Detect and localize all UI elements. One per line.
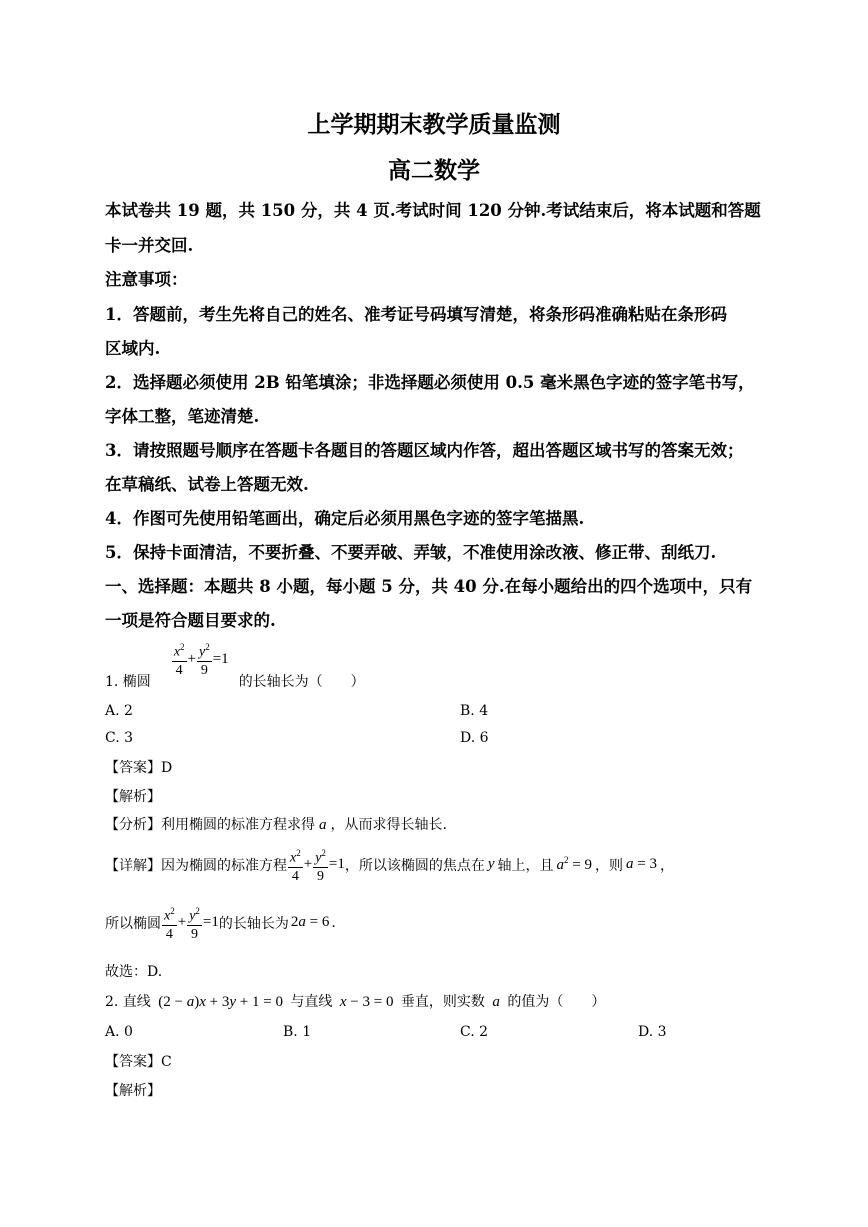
- q1-option-d: D. 6: [460, 730, 489, 746]
- q1-option-c: C. 3: [105, 730, 134, 746]
- q1-fenxi: 【分析】利用椭圆的标准方程求得 a ，从而求得长轴长.: [105, 817, 447, 833]
- notice-2a: 2．选择题必须使用 2B 铅笔填涂；非选择题必须使用 0.5 毫米黑色字迹的签字笔书写，: [105, 373, 755, 392]
- q1-analysis-label: 【解析】: [105, 789, 161, 805]
- notice-1b: 区域内.: [105, 339, 161, 358]
- notice-4: 4．作图可先使用铅笔画出，确定后必须用黑色字迹的签字笔描黑.: [105, 509, 585, 528]
- q1-prefix: 1. 椭圆: [105, 674, 151, 690]
- question-2: 2. 直线 (2 − a)x + 3y + 1 = 0 与直线 x − 3 = 0 垂直，则实数 a 的值为（ ）: [105, 994, 606, 1010]
- intro-line-1: 本试卷共 19 题，共 150 分，共 4 页.考试时间 120 分钟.考试结束后，将本试题和答题: [105, 201, 761, 220]
- notice-5: 5．保持卡面清洁，不要折叠、不要弄破、弄皱，不准使用涂改液、修正带、刮纸刀.: [105, 543, 717, 562]
- page-subtitle: 高二数学: [388, 157, 480, 184]
- notice-2b: 字体工整，笔迹清楚.: [105, 407, 260, 426]
- q1-option-a: A. 2: [105, 703, 133, 719]
- q2-option-b: B. 1: [283, 1024, 312, 1040]
- q1-choose: 故选：D.: [105, 964, 163, 980]
- notice-heading: 注意事项：: [105, 270, 188, 289]
- notice-3b: 在草稿纸、试卷上答题无效.: [105, 475, 309, 494]
- q2-analysis-label: 【解析】: [105, 1083, 161, 1099]
- section-heading-1: 一、选择题：本题共 8 小题，每小题 5 分，共 40 分.在每小题给出的四个选项中，只有: [105, 577, 753, 596]
- q2-option-c: C. 2: [460, 1024, 489, 1040]
- q1-answer: 【答案】D: [105, 760, 173, 776]
- question-1: [105, 643, 365, 693]
- page-title: 上学期期末教学质量监测: [307, 111, 561, 138]
- notice-1a: 1．答题前，考生先将自己的姓名、准考证号码填写清楚，将条形码准确粘贴在条形码: [105, 305, 727, 324]
- notice-3a: 3．请按照题号顺序在答题卡各题目的答题区域内作答，超出答题区域书写的答案无效；: [105, 441, 744, 460]
- section-heading-2: 一项是符合题目要求的.: [105, 611, 276, 630]
- intro-line-2: 卡一并交回.: [105, 236, 194, 255]
- q1-suffix: 的长轴长为（ ）: [238, 674, 365, 690]
- q2-option-a: A. 0: [105, 1024, 133, 1040]
- q1-detail-line-2: 所以椭圆 $\frac{x^2}{4}$ + $\frac{y^2}{9}$ =1 的长轴长为 2a = 6 .: [105, 903, 336, 943]
- q2-answer: 【答案】C: [105, 1054, 172, 1070]
- q1-option-b: B. 4: [460, 703, 489, 719]
- q2-option-d: D. 3: [638, 1024, 667, 1040]
- q1-ellipse-equation: $\frac{x^2}{4}$ + $\frac{y^2}{9}$ =1: [171, 639, 229, 679]
- q1-detail-line-1: 【详解】因为椭圆的标准方程 $\frac{x^2}{4}$ + $\frac{y^2}{9}$ =1 ，所以该椭圆的焦点在 y 轴上，且 $a^2 = 9$ ，则 a = 3 ，: [105, 845, 674, 885]
